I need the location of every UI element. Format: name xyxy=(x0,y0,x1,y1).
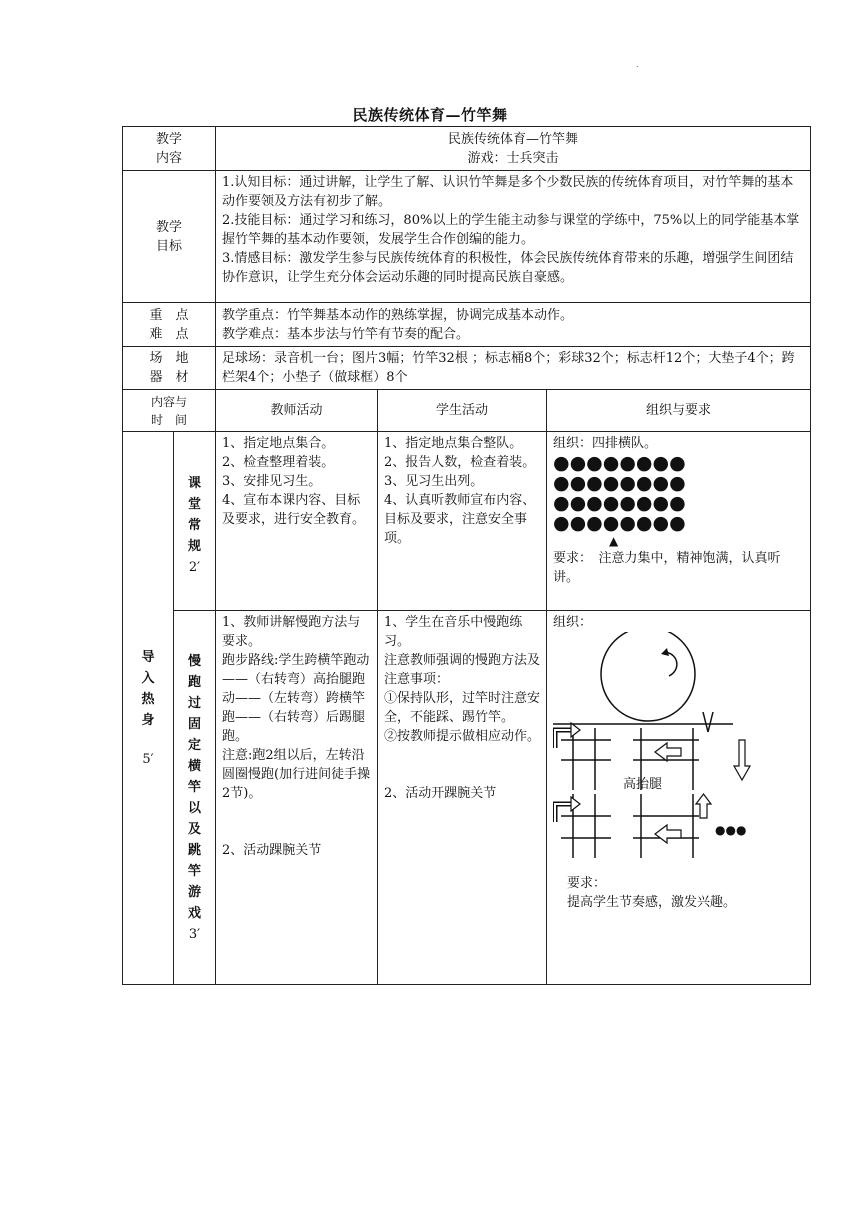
formation-row: ●●●●●●●● xyxy=(553,512,686,534)
formation-row: ●●●●●●●● xyxy=(553,472,686,494)
org-title: 组织： xyxy=(553,615,593,630)
part1-time: 2′ xyxy=(188,559,201,575)
left-arrow-icon xyxy=(655,825,681,843)
goals-value xyxy=(216,171,811,303)
row-key-points xyxy=(123,303,811,347)
content-line-1: 民族传统体育—竹竿舞 xyxy=(448,131,579,147)
part1-student xyxy=(378,432,547,611)
list-item: 3、见习生出列。 xyxy=(384,474,484,489)
label-content: 教学 内容 xyxy=(123,127,216,171)
formation-row: ●●●●●●●● xyxy=(553,492,686,514)
list-item: 2、活动踝腕关节 xyxy=(222,843,322,858)
key-points-value xyxy=(216,303,811,347)
list-item: 注意:跑2组以后，左转沿圆圈慢跑(加行进间徒手操2节)。 xyxy=(222,748,371,801)
diagram-label-high-knees: 高抬腿 xyxy=(623,777,663,792)
pole-grid-top-left xyxy=(561,728,611,790)
row-goals xyxy=(123,171,811,303)
part1-name: 课 堂 常 规 2′ xyxy=(174,432,216,611)
part2-student xyxy=(378,611,547,985)
list-item: 2、活动开踝腕关节 xyxy=(384,786,497,801)
part1-teacher xyxy=(216,432,378,611)
ellipsis-dots-icon: ●●● xyxy=(715,823,747,837)
part2-teacher xyxy=(216,611,378,985)
req-label: 要求： xyxy=(567,876,607,891)
page-dot: . xyxy=(636,60,639,69)
list-item: 跑步路线:学生跨横竿跑动——（右转弯）高抬腿跑动——（左转弯）跨横竿跑——（右转弯）后踢腿跑。 xyxy=(222,653,370,744)
list-item: 1、学生在音乐中慢跑练习。 xyxy=(384,615,523,649)
list-item: ①保持队形，过竿时注意安全，不能踩、踢竹竿。 xyxy=(384,691,541,725)
row-part1 xyxy=(123,432,811,611)
content-value xyxy=(216,127,811,171)
section-warmup: 导 入 热 身 5′ xyxy=(123,432,174,985)
part1-org xyxy=(547,432,811,611)
row-content xyxy=(123,127,811,171)
list-item: 注意教师强调的慢跑方法及注意事项： xyxy=(384,653,541,687)
req-text: 提高学生节奏感，激发兴趣。 xyxy=(567,895,737,910)
page-title: 民族传统体育—竹竿舞 xyxy=(352,106,508,124)
circle-track xyxy=(601,632,695,721)
list-item: 1、教师讲解慢跑方法与要求。 xyxy=(222,615,361,649)
lesson-plan-table xyxy=(122,126,811,985)
list-item: ②按教师提示做相应动作。 xyxy=(384,729,541,744)
list-item: 4、认真听教师宣布内容、目标及要求，注意安全事项。 xyxy=(384,493,536,546)
down-arrow-icon xyxy=(734,740,750,780)
row-venue xyxy=(123,347,811,390)
goal-item: 1.认知目标：通过讲解，让学生了解、认识竹竿舞是多个少数民族的传统体育项目，对竹竿舞的基本动作要领及方法有初步了解。 xyxy=(222,175,794,209)
formation-row: ●●●●●●●● xyxy=(553,452,686,474)
row-part2 xyxy=(123,611,811,985)
header-teacher: 教师活动 xyxy=(216,390,378,432)
section-time: 5′ xyxy=(142,751,154,767)
requirement-text: 要求： 注意力集中，精神饱满，认真听讲。 xyxy=(553,551,781,585)
difficult-point-line: 教学难点：基本步法与竹竿有节奏的配合。 xyxy=(222,326,470,342)
list-item: 2、报告人数，检查着装。 xyxy=(384,455,536,470)
row-header xyxy=(123,390,811,432)
route-diagram xyxy=(553,632,793,862)
bent-arrow-icon xyxy=(555,804,573,822)
left-arrow-icon xyxy=(655,743,681,761)
turn-arrow-icon xyxy=(665,652,677,676)
venue-value: 足球场：录音机一台；图片3幅；竹竿32根 ；标志桶8个；彩球32个；标志杆12个；大垫子4个；跨栏架4个；小垫子（做球框）8个 xyxy=(216,347,811,390)
header-org: 组织与要求 xyxy=(547,390,811,432)
label-key-points: 重 点 难 点 xyxy=(123,303,216,347)
up-arrow-icon xyxy=(696,794,711,818)
list-item: 3、安排见习生。 xyxy=(222,474,322,489)
key-point-line: 教学重点：竹竿舞基本动作的熟练掌握，协调完成基本动作。 xyxy=(222,307,574,323)
list-item: 1、指定地点集合整队。 xyxy=(384,436,523,451)
part2-time: 3′ xyxy=(188,927,201,942)
turn-arrow-head xyxy=(661,648,669,656)
list-item: 4、宣布本课内容、目标及要求，进行安全教育。 xyxy=(222,493,366,527)
teacher-marker-icon: ▲ xyxy=(609,534,619,548)
bent-arrow-icon xyxy=(555,730,573,748)
v-symbol-icon xyxy=(703,712,713,732)
goal-item: 2.技能目标：通过学习和练习，80%以上的学生能主动参与课堂的学练中，75%以上的同学能基本掌握竹竿舞的基本动作要领，发展学生合作创编的能力。 xyxy=(222,213,800,247)
part2-name: 慢 跑 过 固 定 横 竿 以 及 跳 竿 游 戏 3′ xyxy=(174,611,216,985)
label-venue: 场 地 器 材 xyxy=(123,347,216,390)
header-content-time: 内容与 时 间 xyxy=(123,390,216,432)
label-goals: 教学 目标 xyxy=(123,171,216,303)
org-title: 组织：四排横队。 xyxy=(553,436,658,451)
route-diagram-svg xyxy=(553,632,793,862)
list-item: 2、检查整理着装。 xyxy=(222,455,335,470)
header-student: 学生活动 xyxy=(378,390,547,432)
part2-org xyxy=(547,611,811,985)
content-line-2: 游戏：士兵突击 xyxy=(467,150,559,166)
goal-item: 3.情感目标：激发学生参与民族传统体育的积极性，体会民族传统体育带来的乐趣，增强学生间团结协作意识，让学生充分体会运动乐趣的同时提高民族自豪感。 xyxy=(222,251,794,285)
list-item: 1、指定地点集合。 xyxy=(222,436,335,451)
